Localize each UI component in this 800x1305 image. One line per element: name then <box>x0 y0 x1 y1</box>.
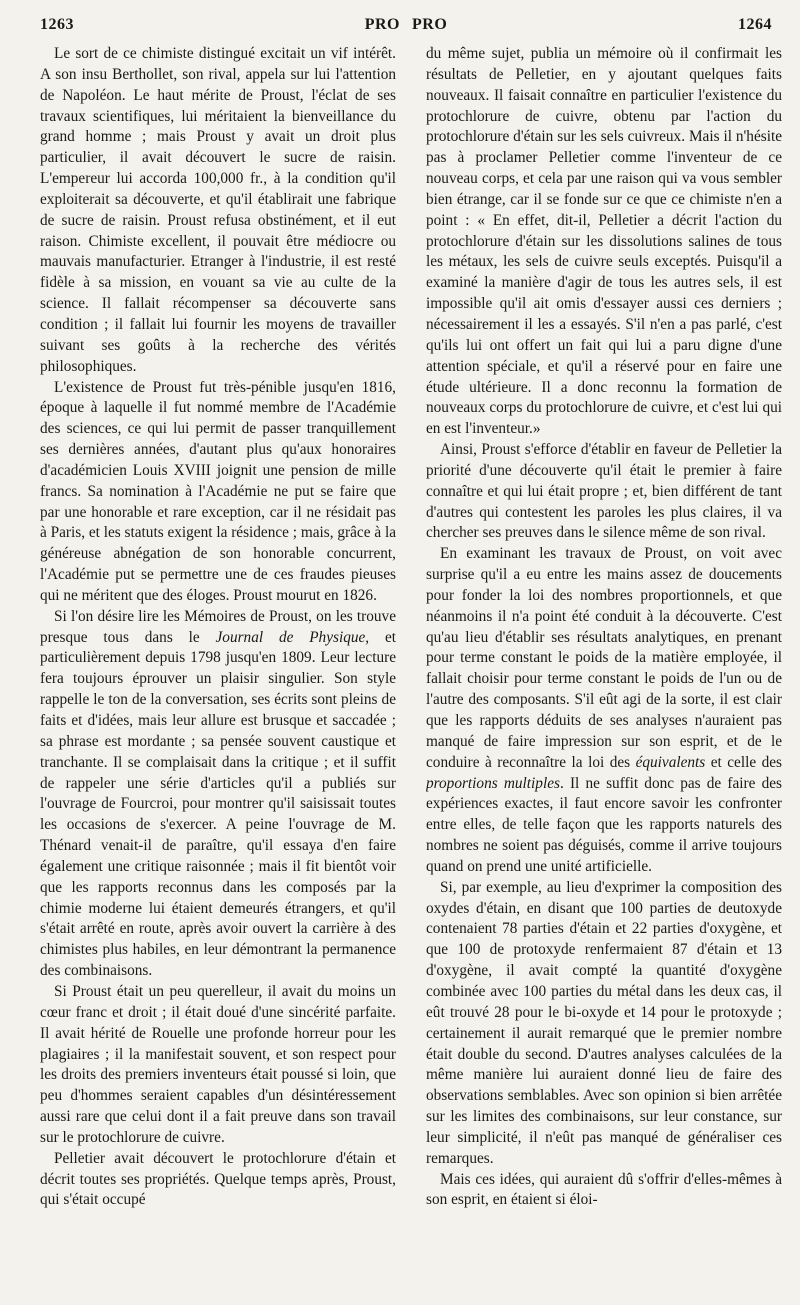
left-header <box>40 16 400 34</box>
right-running-head: PRO <box>412 16 448 33</box>
paragraph <box>40 607 396 982</box>
right-header <box>412 16 772 34</box>
paragraph-text: En examinant les travaux de Proust, on voit avec surprise qu'il a eu entre les mains assez de doucements pour fonder la loi des nombres proportionnels, et que néanmoins il n'a point été conduit à la découverte. C'est qu'au lieu d'établir ses résultats analytiques, en prenant pour terme constant le poids de la matière employée, il fallait choisir pour terme constant le poids de l'un ou de l'autre des composants. S'il eût agi de la sorte, il est clair que les rapports déduits de ses analyses n'auraient pas manqué de faire impression sur son esprit, et de le conduire à reconnaître la loi des <box>426 545 782 771</box>
left-running-head: PRO <box>364 16 400 33</box>
paragraph: L'existence de Proust fut très-pénible jusqu'en 1816, époque à laquelle il fut nommé membre de l'Académie des sciences, ce qui lui permit de passer tranquillement ses dernières années, d'autant plus qu'aux honoraires d'académicien Louis XVIII joignit une pension de mille francs. Sa nomination à l'Académie ne put se faire que par une honorable et rare exception, car il ne résidait pas à Paris, et les statuts exigent la résidence ; mais, grâce à la généreuse abnégation de son honorable concurrent, l'Académie put se permettre une de ces fraudes pieuses qui ne méritent que des éloges. Proust mourut en 1826. <box>40 378 396 604</box>
running-header <box>40 12 772 38</box>
right-column <box>426 44 782 1294</box>
paragraph-text: et celle des <box>705 753 782 771</box>
paragraph: Ainsi, Proust s'efforce d'établir en faveur de Pelletier la priorité d'une découverte qu'il était le premier à faire connaître et qui lui était propre ; et, bien différent de tant d'autres qui contestent les paroles les plus claires, il va chercher ses preuves dans le silence même de son rival. <box>426 441 782 542</box>
paragraph <box>426 544 782 878</box>
paragraph: Pelletier avait découvert le protochlorure d'étain et décrit toutes ses propriétés. Quelque temps après, Proust, qui s'était occupé <box>40 1149 396 1209</box>
paragraph: Si, par exemple, au lieu d'exprimer la composition des oxydes d'étain, en disant que 100 parties de deutoxyde contenaient 78 parties d'étain et 22 parties d'oxygène, et que 100 de protoxyde renfermaient 87 d'étain et 13 d'oxygène, il avait compté la quantité d'oxygène combinée avec 100 parties du métal dans les deux cas, il eût trouvé 28 pour le bi-oxyde et 14 pour le protoxyde ; certainement il aurait remarqué que le premier nombre était double du second. D'autres analyses calculées de la même manière lui auraient donné lieu de faire des observations semblables. Avec son opinion si bien arrêtée sur les limites des combinaisons, sur leur constance, sur leur simplicité, il n'eût pas manqué de généraliser ces remarques. <box>426 878 782 1167</box>
paragraph-text: , et particulièrement depuis 1798 jusqu'en 1809. Leur lecture fera toujours éprouver un plaisir singulier. Son style rappelle le ton de la conversation, ses écrits sont pleins de faits et d'idées, mais leur allure est brusque et saccadée ; sa phrase est mordante ; sa pensée souvent caustique et tranchante. Il se complaisait dans la critique ; et il suffit de rappeler une série d'articles qu'il a publiés sur l'ouvrage de Fourcroi, pour montrer qu'il saisissait toutes les occasions de s'exercer. A peine l'ouvrage de M. Thénard venait-il de paraître, qu'il essaya d'en faire également une critique raisonnée ; mais il fit bientôt voir que les rapports reconnus dans les composés par la chimie moderne lui étaient demeurés étrangers, et qu'il s'était arrêté en route, après avoir ouvert la carrière à des chimistes plus habiles, en leur démontrant la permanence des combinaisons. <box>40 628 396 980</box>
paragraph: Mais ces idées, qui auraient dû s'offrir d'elles-mêmes à son esprit, en étaient si éloi- <box>426 1170 782 1209</box>
paragraph: Le sort de ce chimiste distingué excitait un vif intérêt. A son insu Berthollet, son rival, appela sur lui l'attention de Napoléon. Le haut mérite de Proust, l'éclat de ses travaux scientifiques, lui méritaient la bienveillance du grand homme ; mais Proust y avait un droit plus particulier, il avait découvert le sucre de raisin. L'empereur lui accorda 100,000 fr., à la condition qu'il exploiterait sa découverte, et qu'il établirait une fabrique de sucre de raisin. Proust refusa obstinément, et il eut raison. Chimiste excellent, il pouvait être médiocre ou mauvais manufacturier. Etranger à l'industrie, il est resté fidèle à sa mission, en vouant sa vie au culte de la science. Il fallait récompenser sa découverte sans condition ; il fallait lui fournir les moyens de travailler suivant ses goûts à la recherche des vérités philosophiques. <box>40 45 396 375</box>
paragraph-text: Si l'on désire lire les Mémoires de Proust, on les trouve presque tous dans le <box>40 607 396 646</box>
emphasis-proportions: proportions multiples <box>426 774 560 792</box>
paragraph-text: . Il ne suffit donc pas de faire des expériences exactes, il faut encore savoir les confronter entre elles, de telle façon que les rapports naturels des nombres ne soient pas déguisés, comme il arrive toujours quand on prend une unité artificielle. <box>426 774 782 875</box>
emphasis-equivalents: équivalents <box>635 753 706 771</box>
right-page-number: 1264 <box>738 16 772 33</box>
text-columns <box>40 44 782 1294</box>
left-column <box>40 44 396 1294</box>
paragraph: Si Proust était un peu querelleur, il avait du moins un cœur franc et droit ; il était doué d'une sincérité parfaite. Il avait hérité de Rouelle une profonde horreur pour les plagiaires ; il la manifestait souvent, et son respect pour les droits des premiers inventeurs était poussé si loin, que peu d'hommes seraient capables d'un désintéressement aussi rare que celui dont il a fait preuve dans son travail sur le protochlorure de cuivre. <box>40 982 396 1146</box>
paragraph: du même sujet, publia un mémoire où il confirmait les résultats de Pelletier, en y ajoutant quelques faits nouveaux. Il faisait connaître en particulier l'existence du protochlorure de cuivre, obtenu par l'action du protochlorure d'étain sur les sels cuivreux. Mais il n'hésite pas à proclamer Pelletier comme l'inventeur de ce nouveau corps, et cela par une raison qui va vous sembler bien étrange, car il se fonde sur ce que ce chimiste n'en a point : « En effet, dit-il, Pelletier a décrit l'action du protochlorure d'étain sur les dissolutions salines de tous les métaux, les sels de cuivre seuls exceptés. Puisqu'il a examiné la manière d'agir de tous les autres sels, il est impossible qu'il ait omis d'essayer aussi ces derniers ; nécessairement il les a essayés. S'il n'en a pas parlé, c'est qu'ils lui ont offert un fait qui lui a paru digne d'une attention spéciale, et qu'il a réservé pour en faire une étude ultérieure. Il a donc reconnu la formation de nouveaux corps du protochlorure de cuivre, et c'est lui qui en est l'inventeur.» <box>426 45 782 438</box>
journal-title: Journal de Physique <box>215 628 366 646</box>
left-page-number: 1263 <box>40 16 74 33</box>
